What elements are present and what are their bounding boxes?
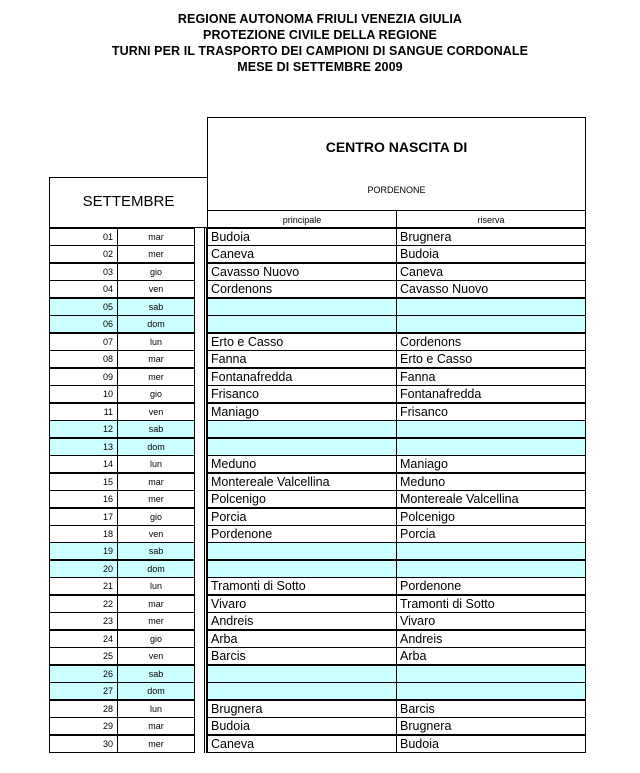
spacer-cell <box>194 542 207 560</box>
weekday-cell: sab <box>117 420 195 438</box>
weekday-cell: mer <box>117 735 195 753</box>
riserva-cell: Barcis <box>396 700 586 718</box>
weekday-cell: mer <box>117 245 195 263</box>
weekday-cell: dom <box>117 438 195 456</box>
spacer-cell <box>194 665 207 683</box>
spacer-cell <box>194 333 207 351</box>
principale-cell <box>207 298 397 316</box>
month-header-box <box>49 177 207 228</box>
table-row <box>49 630 586 648</box>
table-row <box>49 717 586 735</box>
spacer-cell <box>194 473 207 491</box>
principale-cell: Vivaro <box>207 595 397 613</box>
day-number-cell: 08 <box>49 350 118 368</box>
day-number-cell: 14 <box>49 455 118 473</box>
spacer-cell <box>194 298 207 316</box>
spacer-cell <box>194 577 207 595</box>
weekday-cell: sab <box>117 298 195 316</box>
riserva-cell: Caneva <box>396 263 586 281</box>
day-number-cell: 02 <box>49 245 118 263</box>
table-row <box>49 228 586 246</box>
table-row <box>49 333 586 351</box>
principale-cell: Erto e Casso <box>207 333 397 351</box>
principale-cell <box>207 665 397 683</box>
riserva-cell <box>396 682 586 700</box>
spacer-cell <box>194 245 207 263</box>
riserva-cell <box>396 560 586 578</box>
principale-cell: Polcenigo <box>207 490 397 508</box>
table-row <box>49 280 586 298</box>
riserva-cell: Cavasso Nuovo <box>396 280 586 298</box>
riserva-cell: Andreis <box>396 630 586 648</box>
weekday-cell: gio <box>117 385 195 403</box>
principale-cell <box>207 542 397 560</box>
principale-cell <box>207 438 397 456</box>
day-number-cell: 18 <box>49 525 118 543</box>
table-row <box>49 682 586 700</box>
table-row <box>49 245 586 263</box>
day-number-cell: 13 <box>49 438 118 456</box>
day-number-cell: 09 <box>49 368 118 386</box>
principale-cell: Brugnera <box>207 700 397 718</box>
riserva-cell: Brugnera <box>396 717 586 735</box>
spacer-cell <box>194 595 207 613</box>
riserva-cell <box>396 315 586 333</box>
principale-cell: Fontanafredda <box>207 368 397 386</box>
principale-cell: Pordenone <box>207 525 397 543</box>
weekday-cell: ven <box>117 403 195 421</box>
riserva-cell <box>396 438 586 456</box>
day-number-cell: 26 <box>49 665 118 683</box>
day-number-cell: 23 <box>49 612 118 630</box>
weekday-cell: mar <box>117 473 195 491</box>
table-row <box>49 612 586 630</box>
weekday-cell: gio <box>117 508 195 526</box>
table-row <box>49 368 586 386</box>
principale-cell <box>207 420 397 438</box>
day-number-cell: 16 <box>49 490 118 508</box>
day-number-cell: 20 <box>49 560 118 578</box>
weekday-cell: lun <box>117 700 195 718</box>
day-number-cell: 28 <box>49 700 118 718</box>
table-row <box>49 385 586 403</box>
spacer-cell <box>194 735 207 753</box>
principale-cell: Arba <box>207 630 397 648</box>
day-number-cell: 11 <box>49 403 118 421</box>
principale-cell: Meduno <box>207 455 397 473</box>
riserva-cell <box>396 542 586 560</box>
principale-cell: Montereale Valcellina <box>207 473 397 491</box>
spacer-cell <box>194 403 207 421</box>
table-row <box>49 735 586 753</box>
spacer-cell <box>194 280 207 298</box>
spacer-cell <box>194 682 207 700</box>
table-row <box>49 647 586 665</box>
weekday-cell: sab <box>117 665 195 683</box>
riserva-cell: Brugnera <box>396 228 586 246</box>
spacer-cell <box>194 525 207 543</box>
spacer-cell <box>194 717 207 735</box>
principale-cell: Caneva <box>207 735 397 753</box>
principale-cell: Cordenons <box>207 280 397 298</box>
table-row <box>49 438 586 456</box>
weekday-cell: mer <box>117 490 195 508</box>
principale-cell: Caneva <box>207 245 397 263</box>
day-number-cell: 01 <box>49 228 118 246</box>
table-row <box>49 490 586 508</box>
riserva-cell: Cordenons <box>396 333 586 351</box>
spacer-cell <box>194 508 207 526</box>
day-number-cell: 27 <box>49 682 118 700</box>
weekday-cell: dom <box>117 315 195 333</box>
day-number-cell: 22 <box>49 595 118 613</box>
table-row <box>49 350 586 368</box>
weekday-cell: lun <box>117 333 195 351</box>
centro-header-box <box>207 117 586 210</box>
riserva-cell: Meduno <box>396 473 586 491</box>
principale-cell: Tramonti di Sotto <box>207 577 397 595</box>
principale-cell <box>207 560 397 578</box>
riserva-cell <box>396 298 586 316</box>
column-header-principale: principale <box>207 210 397 228</box>
weekday-cell: mar <box>117 350 195 368</box>
riserva-cell: Vivaro <box>396 612 586 630</box>
day-number-cell: 30 <box>49 735 118 753</box>
weekday-cell: sab <box>117 542 195 560</box>
principale-cell <box>207 315 397 333</box>
spacer-cell <box>194 420 207 438</box>
principale-cell: Fanna <box>207 350 397 368</box>
riserva-cell: Montereale Valcellina <box>396 490 586 508</box>
principale-cell <box>207 682 397 700</box>
month-label: SETTEMBRE <box>82 193 175 210</box>
spacer-cell <box>194 263 207 281</box>
riserva-cell: Polcenigo <box>396 508 586 526</box>
riserva-cell: Pordenone <box>396 577 586 595</box>
principale-cell: Maniago <box>207 403 397 421</box>
principale-cell: Porcia <box>207 508 397 526</box>
column-header-riserva: riserva <box>396 210 586 228</box>
day-number-cell: 17 <box>49 508 118 526</box>
riserva-cell: Budoia <box>396 245 586 263</box>
riserva-cell: Erto e Casso <box>396 350 586 368</box>
weekday-cell: ven <box>117 280 195 298</box>
spacer-cell <box>194 385 207 403</box>
day-number-cell: 05 <box>49 298 118 316</box>
spacer-cell <box>194 490 207 508</box>
day-number-cell: 25 <box>49 647 118 665</box>
document-header <box>0 11 640 75</box>
table-row <box>49 315 586 333</box>
header-line-region: REGIONE AUTONOMA FRIULI VENEZIA GIULIA <box>177 12 463 26</box>
day-number-cell: 24 <box>49 630 118 648</box>
day-number-cell: 12 <box>49 420 118 438</box>
riserva-cell: Maniago <box>396 455 586 473</box>
riserva-cell: Fanna <box>396 368 586 386</box>
day-number-cell: 10 <box>49 385 118 403</box>
riserva-cell: Tramonti di Sotto <box>396 595 586 613</box>
table-row <box>49 700 586 718</box>
principale-cell: Barcis <box>207 647 397 665</box>
table-row <box>49 263 586 281</box>
weekday-cell: mar <box>117 228 195 246</box>
table-row <box>49 508 586 526</box>
day-number-cell: 06 <box>49 315 118 333</box>
weekday-cell: gio <box>117 263 195 281</box>
principale-cell: Budoia <box>207 228 397 246</box>
table-row <box>49 455 586 473</box>
header-line-month: MESE DI SETTEMBRE 2009 <box>237 60 403 74</box>
principale-cell: Cavasso Nuovo <box>207 263 397 281</box>
spacer-cell <box>194 612 207 630</box>
spacer-cell <box>194 350 207 368</box>
riserva-cell <box>396 420 586 438</box>
riserva-cell: Frisanco <box>396 403 586 421</box>
table-row <box>49 420 586 438</box>
centro-location: PORDENONE <box>367 185 426 195</box>
weekday-cell: lun <box>117 577 195 595</box>
table-row <box>49 403 586 421</box>
table-row <box>49 473 586 491</box>
day-number-cell: 21 <box>49 577 118 595</box>
table-row <box>49 525 586 543</box>
spacer-cell <box>194 700 207 718</box>
weekday-cell: mar <box>117 717 195 735</box>
spacer-cell <box>194 368 207 386</box>
principale-cell: Frisanco <box>207 385 397 403</box>
table-row <box>49 542 586 560</box>
weekday-cell: lun <box>117 455 195 473</box>
principale-cell: Budoia <box>207 717 397 735</box>
day-number-cell: 15 <box>49 473 118 491</box>
day-number-cell: 07 <box>49 333 118 351</box>
table-row <box>49 577 586 595</box>
riserva-cell: Fontanafredda <box>396 385 586 403</box>
spacer-cell <box>194 630 207 648</box>
riserva-cell: Arba <box>396 647 586 665</box>
table-row <box>49 560 586 578</box>
spacer-cell <box>194 438 207 456</box>
weekday-cell: ven <box>117 647 195 665</box>
centro-title: CENTRO NASCITA DI <box>325 139 468 155</box>
header-line-turni: TURNI PER IL TRASPORTO DEI CAMPIONI DI SANGUE CORDONALE <box>111 44 529 58</box>
riserva-cell <box>396 665 586 683</box>
weekday-cell: ven <box>117 525 195 543</box>
day-number-cell: 03 <box>49 263 118 281</box>
weekday-cell: dom <box>117 560 195 578</box>
weekday-cell: gio <box>117 630 195 648</box>
table-row <box>49 665 586 683</box>
header-line-protezione: PROTEZIONE CIVILE DELLA REGIONE <box>203 28 437 42</box>
spacer-cell <box>194 228 207 246</box>
day-number-cell: 19 <box>49 542 118 560</box>
weekday-cell: dom <box>117 682 195 700</box>
table-row <box>49 298 586 316</box>
spacer-cell <box>194 560 207 578</box>
day-number-cell: 29 <box>49 717 118 735</box>
riserva-cell: Porcia <box>396 525 586 543</box>
weekday-cell: mar <box>117 595 195 613</box>
principale-cell: Andreis <box>207 612 397 630</box>
spacer-cell <box>194 647 207 665</box>
table-row <box>49 595 586 613</box>
day-number-cell: 04 <box>49 280 118 298</box>
spacer-cell <box>194 315 207 333</box>
spacer-cell <box>194 455 207 473</box>
weekday-cell: mer <box>117 612 195 630</box>
riserva-cell: Budoia <box>396 735 586 753</box>
weekday-cell: mer <box>117 368 195 386</box>
